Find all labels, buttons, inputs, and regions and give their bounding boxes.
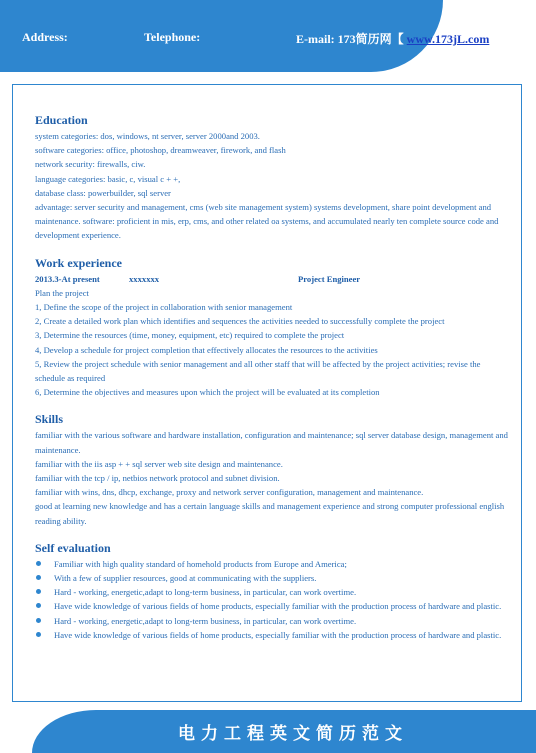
skills-title: Skills — [35, 412, 64, 427]
job-period: 2013.3-At present — [35, 273, 100, 284]
telephone-label: Telephone: — [144, 30, 201, 44]
work-line: Plan the project — [35, 287, 89, 298]
list-item: Familiar with high quality standard of homehold products from Europe and America; — [35, 557, 510, 571]
self-evaluation-list — [35, 557, 510, 642]
education-line: database class: powerbuilder, sql server — [35, 187, 171, 198]
list-item: With a few of supplier resources, good at communicating with the suppliers. — [35, 571, 510, 585]
job-company: xxxxxxx — [129, 273, 160, 284]
bullet-icon — [36, 632, 41, 637]
email-label-text: E-mail: 173简历网【 — [296, 32, 404, 46]
education-title: Education — [35, 113, 88, 127]
education-line: network security: firewalls, ciw. — [35, 159, 146, 170]
work-line: 6, Determine the objectives and measures upon which the project will be evaluated at its completion — [35, 387, 380, 398]
work-line: 1, Define the scope of the project in collaboration with senior management — [35, 302, 293, 313]
work-line: 4, Develop a schedule for project completion that effectively allocates the resources to the activities — [35, 344, 378, 355]
bullet-icon — [36, 561, 41, 566]
skills-line: good at learning new knowledge and has a certain language skills and management experience and strong computer professional english reading ability. — [35, 501, 505, 526]
skills-line: familiar with the iis asp + + sql server web site design and maintenance. — [35, 458, 283, 469]
list-item: Have wide knowledge of various fields of home products, especially familiar with the production process of hardware and plastic. — [35, 628, 510, 642]
self-evaluation-title: Self evaluation — [35, 540, 111, 555]
bullet-icon — [36, 575, 41, 580]
skills-line: familiar with wins, dns, dhcp, exchange, proxy and network server configuration, management and maintenance. — [35, 487, 424, 498]
footer-title: 电力工程英文简历范文 — [178, 724, 408, 744]
list-item: Hard - working, energetic,adapt to long-term business, in particular, can work overtime. — [35, 585, 510, 599]
education-line: system categories: dos, windows, nt server, server 2000and 2003. — [35, 131, 260, 141]
job-position: Project Engineer — [298, 273, 361, 284]
work-line: 5, Review the project schedule with senior management and all other staff that will be affected by the project activities; revise the schedule as required — [35, 358, 481, 384]
email-label — [296, 30, 489, 47]
skills-line: familiar with the various software and hardware installation, configuration and maintenance; sql server database design, management and maintenance. — [35, 430, 508, 455]
work-line: 3, Determine the resources (time, money, equipment, etc) required to complete the project — [35, 330, 345, 341]
education-line: advantage: server security and management, cms (web site management system) systems development, share point development and maintenance. software: proficient in mis, erp, cms, and other related oa systems, and accumulated nearly ten complete source code and development experience. — [35, 202, 499, 241]
address-label: Address: — [22, 30, 68, 44]
email-link[interactable]: www.173jL.com — [406, 32, 490, 46]
bullet-icon — [36, 618, 41, 623]
job-row — [35, 272, 510, 286]
skills-line: familiar with the tcp / ip, netbios network protocol and subnet division. — [35, 473, 280, 484]
bullet-icon — [36, 603, 41, 608]
education-line: software categories: office, photoshop, dreamweaver, firework, and flash — [35, 145, 286, 156]
bullet-icon — [36, 589, 41, 594]
list-item: Hard - working, energetic,adapt to long-term business, in particular, can work overtime. — [35, 614, 510, 628]
work-line: 2, Create a detailed work plan which identifies and sequences the activities needed to successfully complete the project — [35, 316, 445, 327]
work-title: Work experience — [35, 255, 122, 270]
education-line: language categories: basic, c, visual c + +, — [35, 173, 181, 184]
list-item: Have wide knowledge of various fields of home products, especially familiar with the production process of hardware and plastic. — [35, 599, 510, 613]
resume-content — [35, 112, 510, 642]
